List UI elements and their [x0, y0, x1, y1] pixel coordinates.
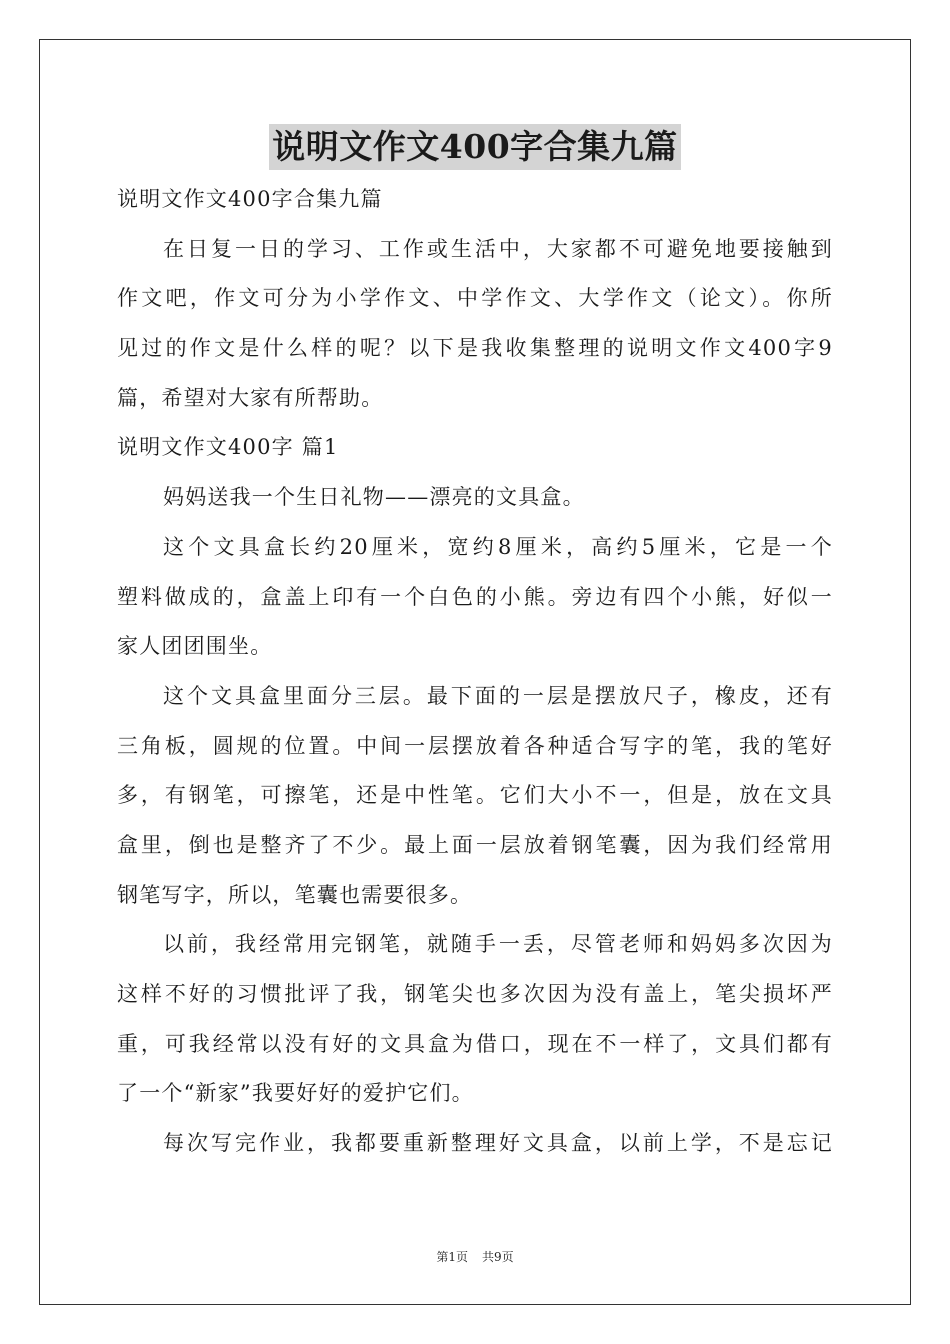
text-line: 塑料做成的，盒盖上印有一个白色的小熊。旁边有四个小熊，好似一 — [117, 584, 833, 609]
text-line: 在日复一日的学习、工作或生活中，大家都不可避免地要接触到 — [163, 236, 833, 261]
document-title: 说明文作文400字合集九篇 — [269, 124, 680, 170]
text-line: 这样不好的习惯批评了我，钢笔尖也多次因为没有盖上，笔尖损坏严 — [117, 982, 833, 1006]
text-line: 这个文具盒里面分三层。最下面的一层是摆放尺子，橡皮，还有 — [163, 683, 833, 708]
subtitle-line: 说明文作文400字合集九篇 — [117, 187, 383, 211]
text-line: 以前，我经常用完钢笔，就随手一丢，尽管老师和妈妈多次因为 — [163, 932, 833, 957]
text-line: 盒里，倒也是整齐了不少。最上面一层放着钢笔囊，因为我们经常用 — [117, 832, 833, 857]
text-line: 钢笔写字，所以，笔囊也需要很多。 — [117, 882, 473, 907]
page-number: 第1页 — [436, 1250, 468, 1264]
text-line: 每次写完作业，我都要重新整理好文具盒，以前上学，不是忘记 — [163, 1131, 833, 1156]
page-total: 共9页 — [482, 1250, 514, 1264]
text-line: 多，有钢笔，可擦笔，还是中性笔。它们大小不一，但是，放在文具 — [117, 783, 833, 808]
document-body — [117, 175, 833, 1169]
text-line: 妈妈送我一个生日礼物——漂亮的文具盒。 — [163, 485, 585, 510]
text-line: 三角板，圆规的位置。中间一层摆放着各种适合写字的笔，我的笔好 — [117, 733, 833, 758]
text-line: 篇，希望对大家有所帮助。 — [117, 385, 384, 410]
text-line: 见过的作文是什么样的呢？以下是我收集整理的说明文作文400字9 — [117, 336, 833, 361]
text-line: 家人团团围坐。 — [117, 634, 273, 659]
text-line: 了一个“新家”我要好好的爱护它们。 — [117, 1081, 474, 1106]
text-line: 作文吧，作文可分为小学作文、中学作文、大学作文（论文）。你所 — [117, 286, 833, 311]
section-heading: 说明文作文400字 篇1 — [117, 435, 339, 460]
text-line: 重，可我经常以没有好的文具盒为借口，现在不一样了，文具们都有 — [117, 1031, 833, 1056]
title-container — [0, 124, 950, 170]
page-footer — [0, 1248, 950, 1265]
text-line: 这个文具盒长约20厘米，宽约8厘米，高约5厘米，它是一个 — [163, 534, 833, 559]
